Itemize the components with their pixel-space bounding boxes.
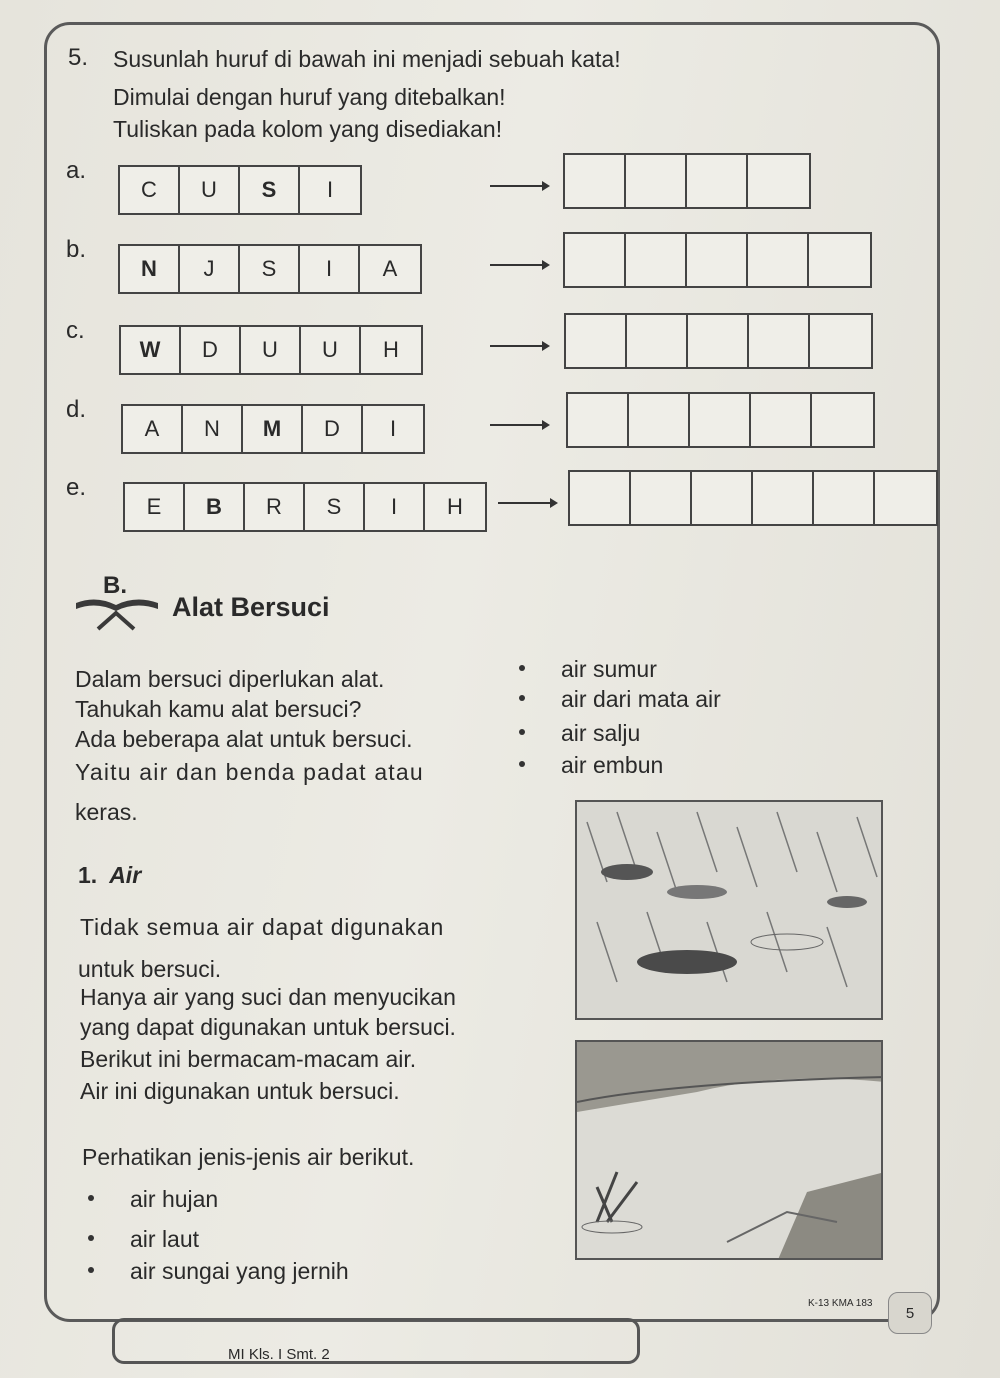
river-drawing xyxy=(577,1042,883,1260)
subsection-number: 1. xyxy=(78,862,98,888)
letter-cell: U xyxy=(301,327,361,373)
bullet-dot xyxy=(88,1195,94,1201)
bullet-item xyxy=(130,1226,199,1253)
bullet-dot xyxy=(519,665,525,671)
letter-cell: A xyxy=(382,256,398,281)
body-line-2: untuk bersuci. xyxy=(78,956,222,982)
bullet-dot xyxy=(88,1235,94,1241)
answer-cell[interactable] xyxy=(810,315,871,367)
bullet-text: air dari mata air xyxy=(561,686,721,712)
rain-illustration xyxy=(575,800,883,1020)
bullet-dot xyxy=(519,695,525,701)
answer-cell[interactable] xyxy=(687,234,748,286)
bullet-item xyxy=(130,1258,349,1285)
question-number: 5. xyxy=(68,44,89,71)
answer-cell[interactable] xyxy=(812,394,873,446)
letter-cell: I xyxy=(365,484,425,530)
bullet-item xyxy=(561,752,663,779)
intro-line-1: Dalam bersuci diperlukan alat. xyxy=(75,666,385,692)
instruction-line-2: Dimulai dengan huruf yang ditebalkan! xyxy=(113,84,506,110)
answer-cell[interactable] xyxy=(565,234,626,286)
class-label: MI Kls. I Smt. 2 xyxy=(228,1346,330,1363)
letter-cell: I xyxy=(326,177,334,202)
answer-cell[interactable] xyxy=(629,394,690,446)
open-book-icon xyxy=(72,595,162,633)
body-line-4: yang dapat digunakan untuk bersuci. xyxy=(80,1014,456,1040)
answer-cell[interactable] xyxy=(749,315,810,367)
answer-cell[interactable] xyxy=(753,472,814,524)
bullet-item xyxy=(130,1186,218,1213)
prompt-line: Perhatikan jenis-jenis air berikut. xyxy=(82,1144,415,1170)
section-title: Alat Bersuci xyxy=(172,592,330,622)
intro-line-5: keras. xyxy=(75,799,138,825)
arrow-right-icon xyxy=(490,345,548,347)
intro-line-2: Tahukah kamu alat bersuci? xyxy=(75,696,362,722)
letter-cell: I xyxy=(300,246,360,292)
bullet-text: air sungai yang jernih xyxy=(130,1258,349,1284)
answer-cell[interactable] xyxy=(751,394,812,446)
answer-cell[interactable] xyxy=(748,234,809,286)
body-line-5: Berikut ini bermacam-macam air. xyxy=(80,1046,417,1072)
answer-boxes xyxy=(563,153,811,209)
section-letter: B. xyxy=(103,572,127,599)
answer-cell[interactable] xyxy=(631,472,692,524)
body-line-3: Hanya air yang suci dan menyucikan xyxy=(80,984,456,1010)
answer-cell[interactable] xyxy=(875,472,936,524)
letter-cell: M xyxy=(243,406,303,452)
answer-cell[interactable] xyxy=(626,155,687,207)
bullet-text: air laut xyxy=(130,1226,200,1252)
arrow-right-icon xyxy=(498,502,556,504)
letter-cell: W xyxy=(121,327,181,373)
letter-cell: S xyxy=(240,167,300,213)
rain-drawing xyxy=(577,802,883,1020)
answer-cell[interactable] xyxy=(565,155,626,207)
answer-cell[interactable] xyxy=(627,315,688,367)
letter-cell: R xyxy=(245,484,305,530)
row-label: b. xyxy=(66,236,87,263)
letter-cell: S xyxy=(305,484,365,530)
answer-cell[interactable] xyxy=(688,315,749,367)
row-label: e. xyxy=(66,474,87,501)
letter-cell: U xyxy=(241,327,301,373)
letter-cell: U xyxy=(180,167,240,213)
bullet-dot xyxy=(88,1267,94,1273)
answer-cell[interactable] xyxy=(566,315,627,367)
subsection-title: Air xyxy=(109,862,142,888)
bullet-text: air embun xyxy=(561,752,664,778)
subsection-heading xyxy=(78,862,141,889)
letter-cell: H xyxy=(383,337,399,362)
answer-boxes xyxy=(563,232,872,288)
answer-boxes xyxy=(564,313,873,369)
answer-cell[interactable] xyxy=(568,394,629,446)
answer-boxes xyxy=(566,392,875,448)
letter-cell: A xyxy=(123,406,183,452)
arrow-right-icon xyxy=(490,424,548,426)
instruction-line-3: Tuliskan pada kolom yang disediakan! xyxy=(113,116,503,142)
body-line-6: Air ini digunakan untuk bersuci. xyxy=(80,1078,400,1104)
bullet-dot xyxy=(519,761,525,767)
body-line-1: Tidak semua air dapat digunakan xyxy=(80,914,445,940)
arrow-right-icon xyxy=(490,185,548,187)
letter-cell: D xyxy=(303,406,363,452)
letter-cell: S xyxy=(240,246,300,292)
intro-line-4: Yaitu air dan benda padat atau xyxy=(75,759,424,785)
letter-cell: I xyxy=(389,416,397,441)
arrow-right-icon xyxy=(490,264,548,266)
page-number: 5 xyxy=(888,1292,932,1334)
letter-cell: N xyxy=(183,406,243,452)
bullet-text: air hujan xyxy=(130,1186,219,1212)
answer-cell[interactable] xyxy=(687,155,748,207)
intro-line-3: Ada beberapa alat untuk bersuci. xyxy=(75,726,413,752)
row-label: d. xyxy=(66,396,87,423)
letter-cell: E xyxy=(125,484,185,530)
scrambled-letters xyxy=(121,404,425,454)
answer-cell[interactable] xyxy=(814,472,875,524)
answer-cell[interactable] xyxy=(690,394,751,446)
footer-bar xyxy=(112,1318,640,1364)
answer-cell[interactable] xyxy=(748,155,809,207)
letter-cell: J xyxy=(180,246,240,292)
answer-cell[interactable] xyxy=(692,472,753,524)
scrambled-letters xyxy=(118,165,362,215)
bullet-dot xyxy=(519,729,525,735)
instruction-line-1: Susunlah huruf di bawah ini menjadi sebuah kata! xyxy=(113,46,621,72)
bullet-item xyxy=(561,656,657,683)
scrambled-letters xyxy=(123,482,487,532)
bullet-text: air sumur xyxy=(561,656,657,682)
letter-cell: C xyxy=(120,167,180,213)
answer-cell[interactable] xyxy=(809,234,870,286)
answer-cell[interactable] xyxy=(626,234,687,286)
letter-cell: D xyxy=(181,327,241,373)
letter-cell: N xyxy=(120,246,180,292)
scrambled-letters xyxy=(118,244,422,294)
bullet-item xyxy=(561,720,640,747)
letter-cell: B xyxy=(185,484,245,530)
answer-cell[interactable] xyxy=(570,472,631,524)
scrambled-letters xyxy=(119,325,423,375)
river-illustration xyxy=(575,1040,883,1260)
row-label: a. xyxy=(66,157,87,184)
bullet-text: air salju xyxy=(561,720,641,746)
book-code: K-13 KMA 183 xyxy=(808,1298,873,1309)
letter-cell: H xyxy=(447,494,463,519)
row-label: c. xyxy=(66,317,85,344)
bullet-item xyxy=(561,686,721,713)
answer-boxes xyxy=(568,470,938,526)
